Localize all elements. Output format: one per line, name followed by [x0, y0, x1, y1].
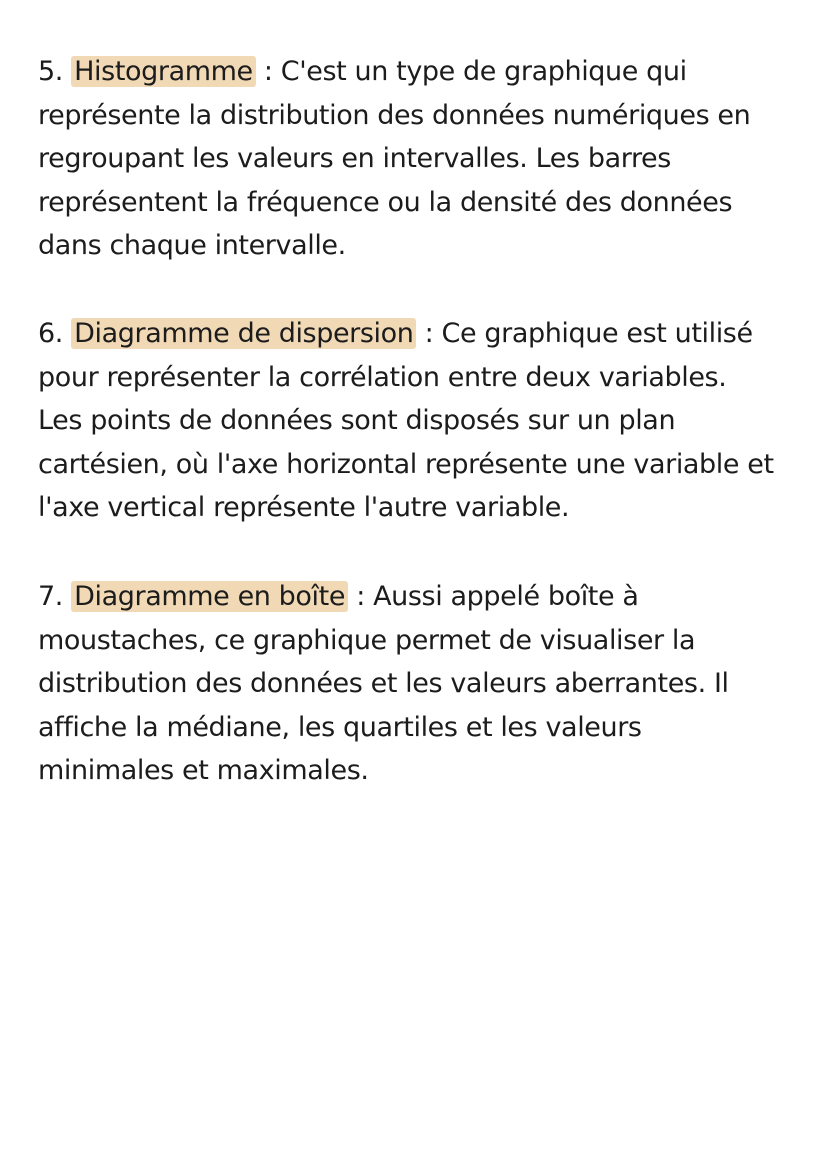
definition-diagramme-dispersion [38, 312, 778, 530]
definition-text: Ce graphique est utilisé pour représenter la corrélation entre deux variables. Les points de données sont disposés sur un plan cartésien, où l'axe horizontal représente une variable et l'axe vertical représente l'autre variable. [38, 318, 774, 523]
term-highlight: Diagramme en boîte [71, 581, 348, 612]
definition-diagramme-boite [38, 575, 778, 793]
definition-text: C'est un type de graphique qui représente la distribution des données numériques en regroupant les valeurs en intervalles. Les barres représentent la fréquence ou la densité des données dans chaque intervalle. [38, 56, 751, 261]
item-number: 6. [38, 318, 63, 349]
term-highlight: Histogramme [71, 56, 256, 87]
item-number: 7. [38, 581, 63, 612]
definition-text: Aussi appelé boîte à moustaches, ce graphique permet de visualiser la distribution des données et les valeurs aberrantes. Il affiche la médiane, les quartiles et les valeurs minimales et maximales. [38, 581, 729, 786]
separator: : [255, 56, 281, 87]
separator: : [416, 318, 442, 349]
separator: : [348, 581, 374, 612]
item-number: 5. [38, 56, 63, 87]
term-highlight: Diagramme de dispersion [71, 318, 416, 349]
definition-histogramme [38, 50, 778, 268]
